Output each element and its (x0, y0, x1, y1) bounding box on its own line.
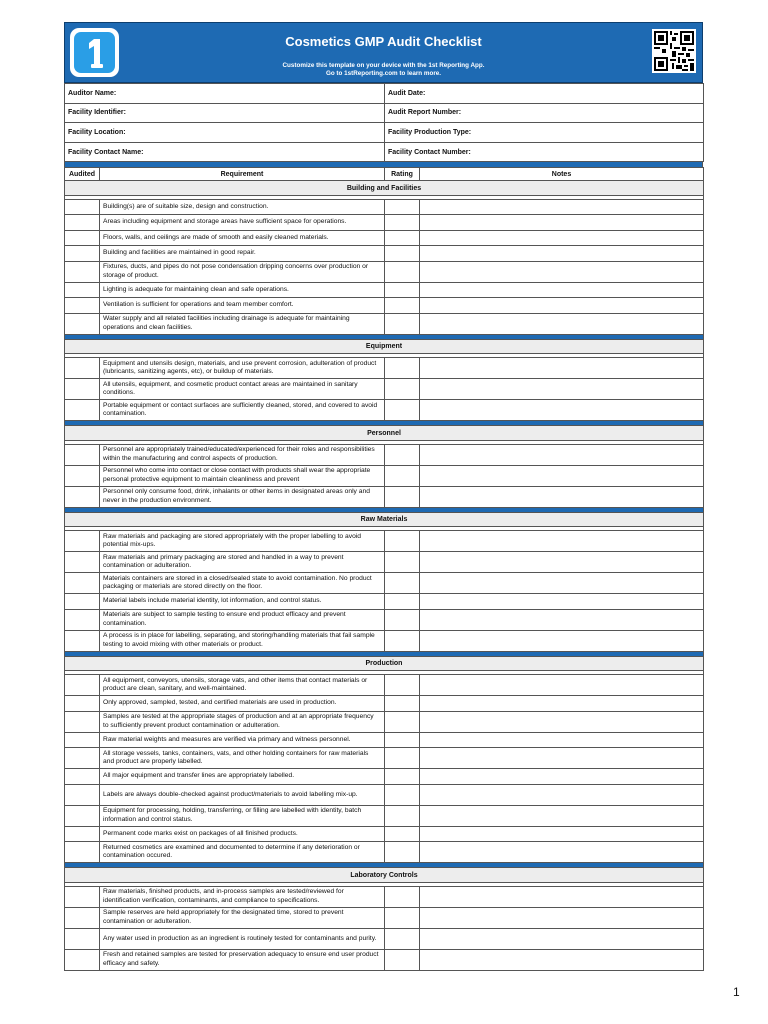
audited-cell[interactable] (65, 748, 100, 769)
notes-cell[interactable] (420, 769, 704, 785)
requirement-text: Only approved, sampled, tested, and certified materials are used in production. (100, 696, 385, 712)
rating-cell[interactable] (385, 400, 420, 421)
section-title: Production (65, 656, 704, 671)
audited-cell[interactable] (65, 842, 100, 863)
facility-production-type-field[interactable]: Facility Production Type: (385, 123, 704, 143)
requirement-text: Water supply and all related facilities including drainage is adequate for maintaining operations and clean facilities. (100, 313, 385, 334)
requirement-text: Building(s) are of suitable size, design and construction. (100, 199, 385, 215)
rating-cell[interactable] (385, 696, 420, 712)
section-header-row (65, 512, 704, 527)
table-row (65, 313, 704, 334)
rating-cell[interactable] (385, 630, 420, 651)
section-title: Raw Materials (65, 512, 704, 527)
audited-cell[interactable] (65, 486, 100, 507)
requirement-text: All utensils, equipment, and cosmetic product contact areas are maintained in sanitary conditions. (100, 379, 385, 400)
notes-cell[interactable] (420, 215, 704, 231)
audited-cell[interactable] (65, 826, 100, 842)
table-row (65, 230, 704, 246)
table-row (65, 444, 704, 465)
requirement-text: Raw materials and primary packaging are stored and handled in a way to prevent contamination or adulteration. (100, 552, 385, 573)
notes-cell[interactable] (420, 928, 704, 949)
rating-cell[interactable] (385, 949, 420, 970)
notes-cell[interactable] (420, 907, 704, 928)
notes-cell[interactable] (420, 675, 704, 696)
notes-cell[interactable] (420, 842, 704, 863)
section-title: Equipment (65, 339, 704, 354)
requirement-text: Floors, walls, and ceilings are made of smooth and easily cleaned materials. (100, 230, 385, 246)
table-row (65, 675, 704, 696)
rating-cell[interactable] (385, 444, 420, 465)
page-title: Cosmetics GMP Audit Checklist (285, 34, 482, 49)
notes-cell[interactable] (420, 630, 704, 651)
notes-cell[interactable] (420, 400, 704, 421)
rating-cell[interactable] (385, 313, 420, 334)
table-row (65, 886, 704, 907)
audited-cell[interactable] (65, 594, 100, 610)
audited-cell[interactable] (65, 261, 100, 282)
table-row (65, 907, 704, 928)
audit-info-table (64, 83, 704, 162)
notes-cell[interactable] (420, 444, 704, 465)
table-row (65, 465, 704, 486)
rating-cell[interactable] (385, 282, 420, 298)
table-row (65, 748, 704, 769)
requirement-text: Fixtures, ducts, and pipes do not pose condensation dripping concerns over production or storage of product. (100, 261, 385, 282)
notes-cell[interactable] (420, 732, 704, 748)
table-row (65, 486, 704, 507)
audited-cell[interactable] (65, 358, 100, 379)
table-row (65, 400, 704, 421)
audited-cell[interactable] (65, 313, 100, 334)
table-row (65, 928, 704, 949)
table-row (65, 805, 704, 826)
requirement-text: All major equipment and transfer lines are appropriately labelled. (100, 769, 385, 785)
table-row (65, 573, 704, 594)
rating-cell[interactable] (385, 842, 420, 863)
requirement-text: Portable equipment or contact surfaces are sufficiently cleaned, stored, and covered to avoid contamination. (100, 400, 385, 421)
notes-cell[interactable] (420, 379, 704, 400)
notes-cell[interactable] (420, 696, 704, 712)
notes-cell[interactable] (420, 748, 704, 769)
header-banner (64, 22, 703, 83)
rating-cell[interactable] (385, 573, 420, 594)
requirement-text: Returned cosmetics are examined and documented to determine if any deterioration or contamination occured. (100, 842, 385, 863)
rating-cell[interactable] (385, 531, 420, 552)
table-row (65, 769, 704, 785)
notes-cell[interactable] (420, 573, 704, 594)
column-header-audited: Audited (65, 168, 100, 181)
rating-cell[interactable] (385, 748, 420, 769)
facility-location-field[interactable]: Facility Location: (65, 123, 385, 143)
notes-cell[interactable] (420, 552, 704, 573)
audit-report-number-field[interactable]: Audit Report Number: (385, 103, 704, 123)
table-row (65, 552, 704, 573)
table-row (65, 711, 704, 732)
audited-cell[interactable] (65, 784, 100, 805)
table-row (65, 246, 704, 262)
page-subtitle: Customize this template on your device with the 1st Reporting App. Go to 1stReporting.com to learn more. (282, 62, 485, 77)
column-header-notes: Notes (420, 168, 704, 181)
requirement-text: Ventilation is sufficient for operations and team member comfort. (100, 298, 385, 314)
rating-cell[interactable] (385, 826, 420, 842)
checklist-table (64, 167, 704, 971)
section-header-row (65, 656, 704, 671)
qr-code-icon (652, 29, 696, 73)
requirement-text: Personnel who come into contact or close contact with products shall wear the appropriate personal protective equipment to maintain cleanliness and prevent (100, 465, 385, 486)
facility-contact-number-field[interactable]: Facility Contact Number: (385, 142, 704, 162)
rating-cell[interactable] (385, 732, 420, 748)
audited-cell[interactable] (65, 609, 100, 630)
notes-cell[interactable] (420, 949, 704, 970)
notes-cell[interactable] (420, 465, 704, 486)
requirement-text: Lighting is adequate for maintaining clean and safe operations. (100, 282, 385, 298)
table-row (65, 630, 704, 651)
notes-cell[interactable] (420, 711, 704, 732)
notes-cell[interactable] (420, 358, 704, 379)
audited-cell[interactable] (65, 199, 100, 215)
requirement-text: Personnel are appropriately trained/educated/experienced for their roles and responsibilities within the manufacturing and control aspects of production. (100, 444, 385, 465)
page-number: 1 (733, 985, 740, 999)
requirement-text: Fresh and retained samples are tested for preservation adequacy to ensure end user product efficacy and safety. (100, 949, 385, 970)
notes-cell[interactable] (420, 246, 704, 262)
column-header-rating: Rating (385, 168, 420, 181)
table-row (65, 609, 704, 630)
requirement-text: Permanent code marks exist on packages of all finished products. (100, 826, 385, 842)
checklist-sheet (64, 22, 703, 971)
notes-cell[interactable] (420, 313, 704, 334)
table-row (65, 215, 704, 231)
section-header-row (65, 426, 704, 441)
notes-cell[interactable] (420, 594, 704, 610)
audited-cell[interactable] (65, 928, 100, 949)
rating-cell[interactable] (385, 594, 420, 610)
requirement-text: All equipment, conveyors, utensils, storage vats, and other items that contact materials or product are clean, sanitary, and well-maintained. (100, 675, 385, 696)
requirement-text: Labels are always double-checked against product/materials to avoid labelling mix-up. (100, 784, 385, 805)
requirement-text: Raw materials, finished products, and in-process samples are tested/reviewed for identification verification, contaminants, and compliance to specifications. (100, 886, 385, 907)
table-row (65, 379, 704, 400)
requirement-text: Areas including equipment and storage areas have sufficient space for operations. (100, 215, 385, 231)
notes-cell[interactable] (420, 230, 704, 246)
section-title: Laboratory Controls (65, 868, 704, 883)
audited-cell[interactable] (65, 949, 100, 970)
audited-cell[interactable] (65, 465, 100, 486)
requirement-text: Building and facilities are maintained in good repair. (100, 246, 385, 262)
rating-cell[interactable] (385, 358, 420, 379)
requirement-text: Any water used in production as an ingredient is routinely tested for contaminants and purity. (100, 928, 385, 949)
section-title: Personnel (65, 426, 704, 441)
notes-cell[interactable] (420, 261, 704, 282)
audited-cell[interactable] (65, 298, 100, 314)
audited-cell[interactable] (65, 732, 100, 748)
section-header-row (65, 181, 704, 196)
requirement-text: Sample reserves are held appropriately for the designated time, stored to prevent contamination or adulteration. (100, 907, 385, 928)
rating-cell[interactable] (385, 465, 420, 486)
rating-cell[interactable] (385, 552, 420, 573)
table-row (65, 261, 704, 282)
requirement-text: Samples are tested at the appropriate stages of production and at an appropriate frequency to sufficiently prevent product contamination or adulteration. (100, 711, 385, 732)
notes-cell[interactable] (420, 486, 704, 507)
audited-cell[interactable] (65, 552, 100, 573)
notes-cell[interactable] (420, 282, 704, 298)
requirement-text: All storage vessels, tanks, containers, vats, and other holding containers for raw materials and product are properly labelled. (100, 748, 385, 769)
table-row (65, 199, 704, 215)
rating-cell[interactable] (385, 379, 420, 400)
rating-cell[interactable] (385, 928, 420, 949)
table-row (65, 696, 704, 712)
requirement-text: Equipment for processing, holding, transferring, or filling are labelled with identity, batch information and control status. (100, 805, 385, 826)
table-row (65, 358, 704, 379)
audited-cell[interactable] (65, 282, 100, 298)
audited-cell[interactable] (65, 230, 100, 246)
table-row (65, 531, 704, 552)
audited-cell[interactable] (65, 886, 100, 907)
notes-cell[interactable] (420, 805, 704, 826)
audited-cell[interactable] (65, 573, 100, 594)
audited-cell[interactable] (65, 400, 100, 421)
requirement-text: Personnel only consume food, drink, inhalants or other items in designated areas only and never in the production environment. (100, 486, 385, 507)
section-header-row (65, 868, 704, 883)
rating-cell[interactable] (385, 907, 420, 928)
rating-cell[interactable] (385, 711, 420, 732)
requirement-text: Equipment and utensils design, materials, and use prevent corrosion, adulteration of product (lubricants, sanitizing agents, etc), or buildup of materials. (100, 358, 385, 379)
table-row (65, 732, 704, 748)
audited-cell[interactable] (65, 696, 100, 712)
requirement-text: Raw material weights and measures are verified via primary and witness personnel. (100, 732, 385, 748)
audited-cell[interactable] (65, 711, 100, 732)
audited-cell[interactable] (65, 531, 100, 552)
rating-cell[interactable] (385, 886, 420, 907)
audited-cell[interactable] (65, 630, 100, 651)
requirement-text: Materials containers are stored in a closed/sealed state to avoid contamination. No product packaging or materials are stored directly on the floor. (100, 573, 385, 594)
column-header-row (65, 168, 704, 181)
notes-cell[interactable] (420, 531, 704, 552)
rating-cell[interactable] (385, 675, 420, 696)
rating-cell[interactable] (385, 199, 420, 215)
table-row (65, 298, 704, 314)
audited-cell[interactable] (65, 675, 100, 696)
rating-cell[interactable] (385, 486, 420, 507)
rating-cell[interactable] (385, 298, 420, 314)
requirement-text: A process is in place for labelling, separating, and storing/handling materials that fail sample testing to avoid mixing with other materials or product. (100, 630, 385, 651)
rating-cell[interactable] (385, 230, 420, 246)
rating-cell[interactable] (385, 215, 420, 231)
column-header-requirement: Requirement (100, 168, 385, 181)
table-row (65, 842, 704, 863)
notes-cell[interactable] (420, 609, 704, 630)
requirement-text: Material labels include material identity, lot information, and control status. (100, 594, 385, 610)
audited-cell[interactable] (65, 805, 100, 826)
audit-date-field[interactable]: Audit Date: (385, 84, 704, 104)
audited-cell[interactable] (65, 769, 100, 785)
notes-cell[interactable] (420, 784, 704, 805)
section-title: Building and Facilities (65, 181, 704, 196)
rating-cell[interactable] (385, 784, 420, 805)
notes-cell[interactable] (420, 886, 704, 907)
facility-contact-name-field[interactable]: Facility Contact Name: (65, 142, 385, 162)
audited-cell[interactable] (65, 444, 100, 465)
notes-cell[interactable] (420, 199, 704, 215)
audited-cell[interactable] (65, 379, 100, 400)
table-row (65, 594, 704, 610)
table-row (65, 282, 704, 298)
rating-cell[interactable] (385, 261, 420, 282)
auditor-name-field[interactable]: Auditor Name: (65, 84, 385, 104)
requirement-text: Materials are subject to sample testing to ensure end product efficacy and prevent contamination. (100, 609, 385, 630)
rating-cell[interactable] (385, 246, 420, 262)
audited-cell[interactable] (65, 215, 100, 231)
table-row (65, 826, 704, 842)
rating-cell[interactable] (385, 805, 420, 826)
audited-cell[interactable] (65, 246, 100, 262)
notes-cell[interactable] (420, 826, 704, 842)
notes-cell[interactable] (420, 298, 704, 314)
audited-cell[interactable] (65, 907, 100, 928)
table-row (65, 784, 704, 805)
table-row (65, 949, 704, 970)
section-header-row (65, 339, 704, 354)
requirement-text: Raw materials and packaging are stored appropriately with the proper labelling to avoid potential mix-ups. (100, 531, 385, 552)
facility-identifier-field[interactable]: Facility Identifier: (65, 103, 385, 123)
rating-cell[interactable] (385, 769, 420, 785)
rating-cell[interactable] (385, 609, 420, 630)
